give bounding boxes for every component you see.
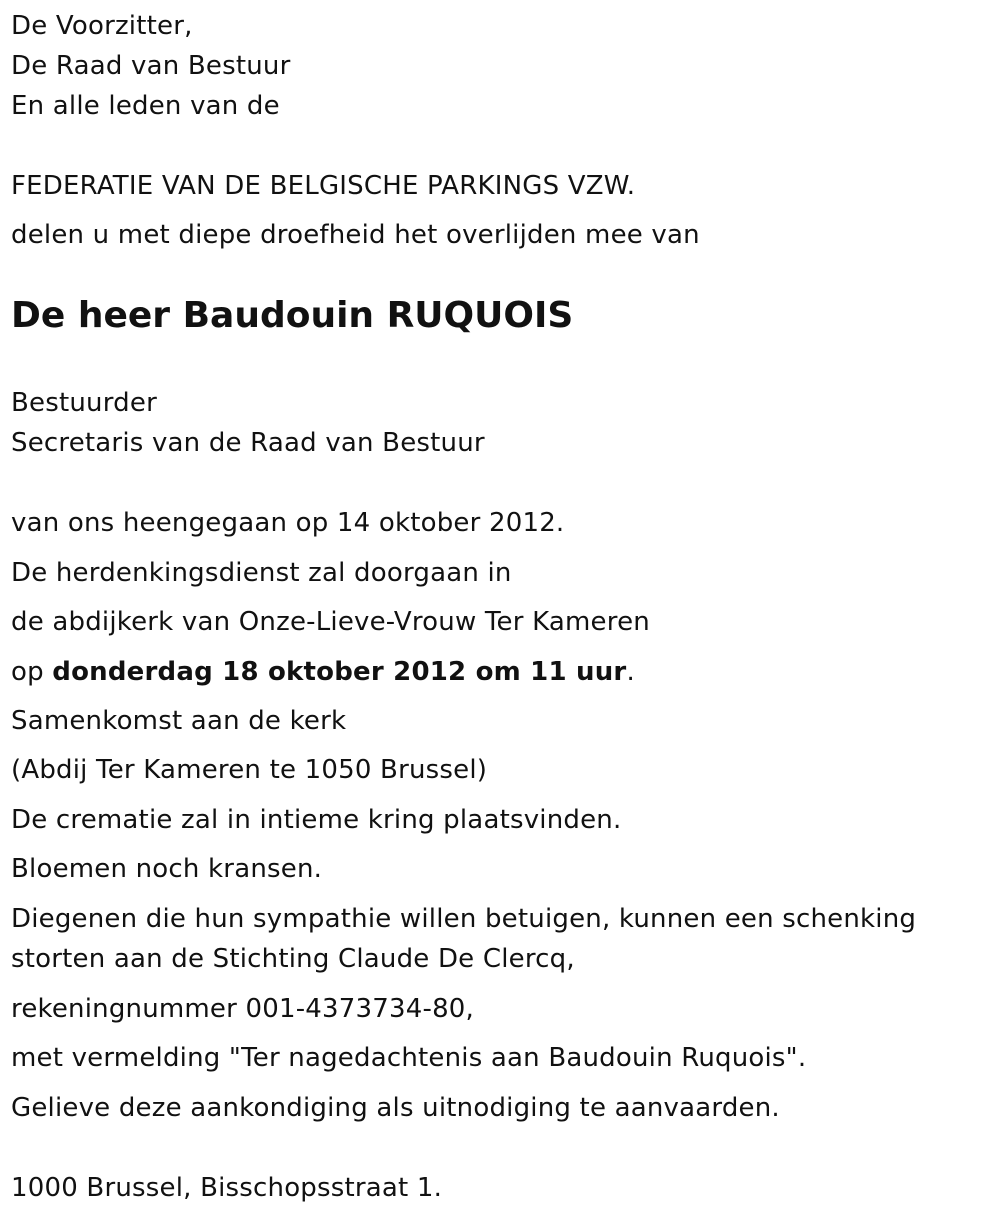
church-address: (Abdij Ter Kameren te 1050 Brussel) <box>11 755 488 785</box>
account-number: rekeningnummer 001-4373734-80, <box>11 994 475 1024</box>
church-name: de abdijkerk van Onze-Lieve-Vrouw Ter Kameren <box>11 607 650 637</box>
invitation-text: Gelieve deze aankondiging als uitnodiging te aanvaarden. <box>11 1093 780 1123</box>
flowers-info: Bloemen noch kransen. <box>11 854 323 884</box>
header-board: De Raad van Bestuur <box>11 51 291 81</box>
gathering-info: Samenkomst aan de kerk <box>11 706 347 736</box>
service-date-bold: donderdag 18 oktober 2012 om 11 uur <box>52 657 627 687</box>
cremation-info: De crematie zal in intieme kring plaatsvinden. <box>11 805 622 835</box>
service-date-suffix: . <box>626 657 635 687</box>
header-members: En alle leden van de <box>11 91 280 121</box>
date-of-passing: van ons heengegaan op 14 oktober 2012. <box>11 508 565 538</box>
announcement-text: delen u met diepe droefheid het overlijden mee van <box>11 220 700 250</box>
donation-mention: met vermelding "Ter nagedachtenis aan Baudouin Ruquois". <box>11 1043 807 1073</box>
header-chairman: De Voorzitter, <box>11 11 193 41</box>
deceased-name: De heer Baudouin RUQUOIS <box>11 295 574 336</box>
service-announcement: De herdenkingsdienst zal doorgaan in <box>11 558 512 588</box>
organization-name: FEDERATIE VAN DE BELGISCHE PARKINGS VZW. <box>11 171 636 201</box>
role-director: Bestuurder <box>11 388 157 418</box>
role-secretary: Secretaris van de Raad van Bestuur <box>11 428 485 458</box>
service-date <box>11 652 635 692</box>
donation-line-2: storten aan de Stichting Claude De Clercq, <box>11 944 575 974</box>
service-date-prefix: op <box>11 657 53 687</box>
contact-address: 1000 Brussel, Bisschopsstraat 1. <box>11 1173 443 1203</box>
donation-line-1: Diegenen die hun sympathie willen betuigen, kunnen een schenking <box>11 904 917 934</box>
